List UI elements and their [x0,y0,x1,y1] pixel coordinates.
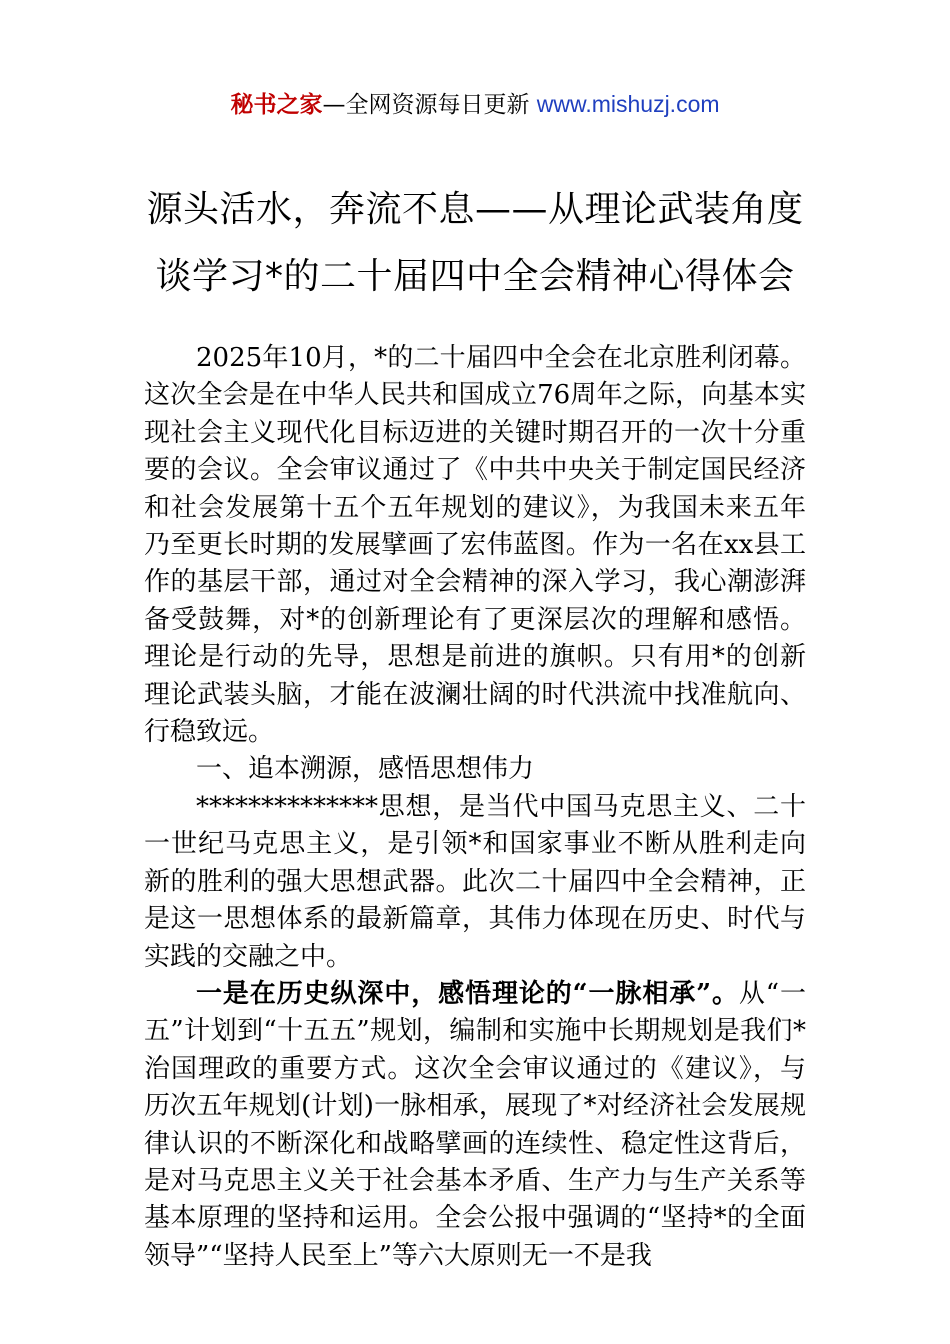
section-heading-1: 一、追本溯源，感悟思想伟力 [196,754,535,785]
document-title-line-1: 源头活水，奔流不息——从理论武装角度 [146,189,804,230]
paragraph-section-1: **************思想，是当代中国马克思主义、二十一世纪马克思主义，是引领*和国家事业不断从胜利走向新的胜利的强大思想武器。此次二十届四中全会精神，正是这一思想体系的最新篇章，其伟力体现在历史、时代与实践的交融之中。 [144,791,806,972]
document-title-line-2: 谈学习*的二十届四中全会精神心得体会 [155,256,795,297]
paragraph-point-1 [144,976,806,1275]
paragraph-intro: 2025年10月，*的二十届四中全会在北京胜利闭幕。这次全会是在中华人民共和国成立76周年之际，向基本实现社会主义现代化目标迈进的关键时期召开的一次十分重要的会议。全会审议通过了《中共中央关于制定国民经济和社会发展第十五个五年规划的建议》，为我国未来五年乃至更长时期的发展擘画了宏伟蓝图。作为一名在xx县工作的基层干部，通过对全会精神的深入学习，我心潮澎湃备受鼓舞，对*的创新理论有了更深层次的理解和感悟。理论是行动的先导，思想是前进的旗帜。只有用*的创新理论武装头脑，才能在波澜壮阔的时代洪流中找准航向、行稳致远。 [144,343,806,748]
header-tagline: —全网资源每日更新 [322,92,537,118]
site-url-link[interactable]: www.mishuzj.com [536,91,720,117]
point-1-text: 从“一五”计划到“十五五”规划，编制和实施中长期规划是我们*治国理政的重要方式。这次全会审议通过的《建议》，与历次五年规划(计划)一脉相承，展现了*对经济社会发展规律认识的不断深化和战略擘画的连续性、稳定性这背后，是对马克思主义关于社会基本矛盾、生产力与生产关系等基本原理的坚持和运用。全会公报中强调的“坚持*的全面领导”“坚持人民至上”等六大原则无一不是我 [144,978,806,1271]
point-1-lead: 一是在历史纵深中，感悟理论的“一脉相承”。 [196,978,739,1009]
brand-name: 秘书之家 [230,92,323,118]
site-header [0,88,950,121]
document-body [144,340,806,1275]
